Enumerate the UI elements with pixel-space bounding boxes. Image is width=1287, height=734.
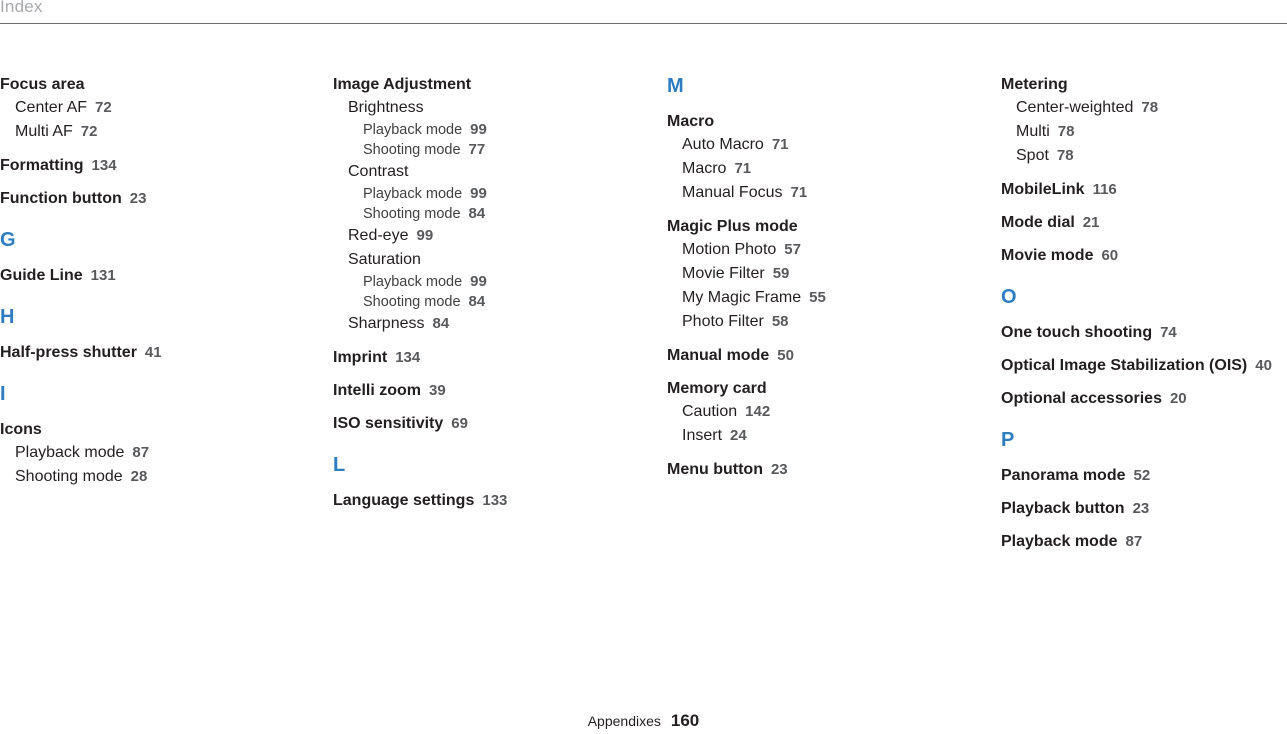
- index-entry-label: Optional accessories: [1001, 390, 1162, 407]
- page-ref-link[interactable]: 99: [470, 185, 487, 202]
- index-subentry-label: Playback mode: [15, 444, 125, 461]
- footer-section: Appendixes: [587, 713, 661, 729]
- index-entry-heading: [1001, 465, 1287, 487]
- index-subentry-label: Movie Filter: [682, 265, 765, 282]
- page-ref-link[interactable]: 71: [771, 136, 789, 153]
- index-subentry: [0, 441, 320, 465]
- index-entry: [333, 490, 653, 512]
- index-subentry: [1001, 144, 1287, 168]
- index-subentry-label: Multi AF: [15, 123, 73, 140]
- index-subentry-label: Motion Photo: [682, 241, 777, 258]
- index-subentry-label: Red-eye: [348, 227, 409, 244]
- index-subentry-label: Spot: [1016, 147, 1049, 164]
- page-ref-link[interactable]: 116: [1092, 181, 1117, 198]
- index-entry-label: Function button: [0, 190, 122, 207]
- page-ref-link[interactable]: 78: [1141, 99, 1159, 116]
- index-entry-label: Icons: [0, 421, 42, 438]
- page-ref-link[interactable]: 50: [777, 347, 794, 364]
- index-entry-heading: [0, 265, 320, 287]
- index-subentry: [667, 181, 987, 205]
- index-subentry: [333, 312, 653, 336]
- index-subsubentry: [363, 204, 653, 224]
- index-subsubentry: [363, 120, 653, 140]
- index-entry-label: Playback mode: [1001, 533, 1118, 550]
- index-entry-label: One touch shooting: [1001, 324, 1153, 341]
- index-entry-label: Formatting: [0, 157, 84, 174]
- index-entry-label: ISO sensitivity: [333, 415, 444, 432]
- section-letter: G: [0, 229, 16, 251]
- page-ref-link[interactable]: 78: [1057, 123, 1075, 140]
- index-entry-label: Mode dial: [1001, 214, 1075, 231]
- page-ref-link[interactable]: 134: [91, 157, 117, 174]
- index-entry-heading: [667, 111, 987, 133]
- index-entry-label: Movie mode: [1001, 247, 1094, 264]
- page-ref-link[interactable]: 55: [809, 289, 826, 306]
- index-entry-label: Guide Line: [0, 267, 83, 284]
- index-column-3: [667, 74, 987, 492]
- page-header: [0, 0, 1287, 24]
- index-entry-heading: [333, 490, 653, 512]
- index-subentry: [333, 96, 653, 120]
- index-subentry: [667, 310, 987, 334]
- page-ref-link[interactable]: 23: [1132, 500, 1150, 517]
- index-entry: [0, 74, 320, 144]
- index-entry-label: Metering: [1001, 76, 1068, 93]
- section-letter: H: [0, 306, 15, 328]
- index-entry: [667, 111, 987, 205]
- index-subentry: [0, 96, 320, 120]
- index-subentry-label: Photo Filter: [682, 313, 764, 330]
- index-entry: [1001, 388, 1287, 410]
- page-ref-link[interactable]: 131: [90, 267, 116, 284]
- index-entry-label: Intelli zoom: [333, 382, 421, 399]
- page-ref-link[interactable]: 21: [1082, 214, 1100, 231]
- page-ref-link[interactable]: 41: [144, 344, 162, 361]
- index-entry-label: Panorama mode: [1001, 467, 1126, 484]
- index-subentry: [667, 238, 987, 262]
- page-ref-link[interactable]: 23: [770, 461, 788, 478]
- index-subentry-label: Sharpness: [348, 315, 425, 332]
- page-ref-link[interactable]: 72: [80, 123, 98, 140]
- index-entry-heading: [1001, 179, 1287, 201]
- page-ref-link[interactable]: 71: [734, 160, 752, 177]
- index-entry-heading: [333, 74, 653, 96]
- index-subsubentry-group: [333, 120, 653, 160]
- index-entry: [0, 188, 320, 210]
- index-subsubentry-label: Playback mode: [363, 122, 463, 138]
- index-entry-label: Image Adjustment: [333, 76, 472, 93]
- index-column-1: [0, 74, 320, 500]
- index-subentry: [333, 224, 653, 248]
- section-letter: I: [0, 383, 6, 405]
- section-letter: P: [1001, 429, 1015, 451]
- index-entry: [1001, 74, 1287, 168]
- page-ref-link[interactable]: 99: [470, 121, 487, 138]
- index-entry-label: Half-press shutter: [0, 344, 137, 361]
- index-column-2: [333, 74, 653, 523]
- page-ref-link[interactable]: 84: [432, 315, 450, 332]
- page-ref-link[interactable]: 134: [395, 349, 421, 366]
- index-subsubentry-label: Playback mode: [363, 274, 463, 290]
- index-entry-heading: [1001, 245, 1287, 267]
- page-ref-link[interactable]: 24: [730, 427, 747, 444]
- index-entry: [667, 345, 987, 367]
- page-ref-link[interactable]: 69: [451, 415, 468, 432]
- section-letter: O: [1001, 286, 1017, 308]
- index-entry: [1001, 212, 1287, 234]
- index-entry-heading: [667, 378, 987, 400]
- page-ref-link[interactable]: 99: [416, 227, 434, 244]
- index-entry-label: Macro: [667, 113, 715, 130]
- page-ref-link[interactable]: 59: [772, 265, 790, 282]
- index-subentry: [667, 262, 987, 286]
- index-subsubentry-group: [333, 184, 653, 224]
- page-ref-link[interactable]: 87: [132, 444, 150, 461]
- index-entry-heading: [1001, 212, 1287, 234]
- index-subentry-label: Shooting mode: [15, 468, 123, 485]
- index-subentry-label: Macro: [682, 160, 727, 177]
- index-subentry: [1001, 120, 1287, 144]
- index-subentry-label: Saturation: [348, 251, 421, 268]
- page-ref-link[interactable]: 84: [468, 205, 486, 222]
- page-ref-link[interactable]: 72: [95, 99, 112, 116]
- index-entry-label: Language settings: [333, 492, 475, 509]
- index-subentry: [1001, 96, 1287, 120]
- index-subentry: [667, 133, 987, 157]
- index-entry-label: Memory card: [667, 380, 767, 397]
- index-subentry-label: My Magic Frame: [682, 289, 802, 306]
- page-ref-link[interactable]: 39: [429, 382, 446, 399]
- index-subentry-label: Caution: [682, 403, 738, 420]
- index-entry-heading: [333, 347, 653, 369]
- index-subentry-label: Center AF: [15, 99, 88, 116]
- index-entry: [667, 378, 987, 448]
- page-ref-link[interactable]: 78: [1056, 147, 1074, 164]
- page-ref-link[interactable]: 52: [1133, 467, 1151, 484]
- index-entry-heading: [333, 413, 653, 435]
- index-subsubentry: [363, 140, 653, 160]
- index-entry: [0, 265, 320, 287]
- index-entry-heading: [1001, 531, 1287, 553]
- page-ref-link[interactable]: 84: [468, 293, 486, 310]
- index-entry: [333, 74, 653, 336]
- page-ref-link[interactable]: 99: [470, 273, 487, 290]
- index-entry-heading: [1001, 388, 1287, 410]
- index-entry-label: Playback button: [1001, 500, 1125, 517]
- index-entry: [0, 155, 320, 177]
- index-entry-heading: [667, 459, 987, 481]
- section-letter: M: [667, 75, 684, 97]
- page-ref-link[interactable]: 57: [784, 241, 801, 258]
- index-entry-label: Manual mode: [667, 347, 770, 364]
- page-ref-link[interactable]: 40: [1255, 357, 1272, 374]
- page-ref-link[interactable]: 60: [1101, 247, 1119, 264]
- index-subsubentry-label: Shooting mode: [363, 142, 461, 158]
- page-ref-link[interactable]: 133: [482, 492, 508, 509]
- index-subentry: [333, 160, 653, 184]
- index-subentry: [667, 424, 987, 448]
- index-entry-label: Magic Plus mode: [667, 218, 798, 235]
- index-entry: [1001, 498, 1287, 520]
- index-entry-heading: [667, 345, 987, 367]
- index-entry: [1001, 179, 1287, 201]
- index-entry: [1001, 531, 1287, 553]
- index-entry: [333, 380, 653, 402]
- index-subentry-label: Multi: [1016, 123, 1050, 140]
- index-subentry: [0, 465, 320, 489]
- index-entry: [1001, 355, 1287, 377]
- index-subsubentry-label: Shooting mode: [363, 206, 461, 222]
- index-entry-label: Imprint: [333, 349, 388, 366]
- page-ref-link[interactable]: 74: [1160, 324, 1177, 341]
- index-entry-heading: [1001, 74, 1287, 96]
- index-entry-heading: [0, 342, 320, 364]
- index-entry-heading: [0, 419, 320, 441]
- index-entry-label: Optical Image Stabilization (OIS): [1001, 357, 1248, 374]
- index-subentry: [333, 248, 653, 272]
- page-title: Index: [0, 0, 43, 16]
- index-subsubentry: [363, 272, 653, 292]
- index-entry-heading: [0, 188, 320, 210]
- index-entry-label: Focus area: [0, 76, 85, 93]
- index-entry-label: MobileLink: [1001, 181, 1085, 198]
- page-number: 160: [670, 711, 700, 730]
- section-letter: L: [333, 454, 346, 476]
- index-subentry-label: Center-weighted: [1016, 99, 1134, 116]
- page-ref-link[interactable]: 58: [771, 313, 789, 330]
- index-subentry: [667, 400, 987, 424]
- index-subentry-label: Manual Focus: [682, 184, 783, 201]
- index-subentry: [667, 286, 987, 310]
- index-column-4: [1001, 74, 1287, 564]
- page-footer: [0, 711, 1287, 731]
- index-entry: [0, 419, 320, 489]
- index-entry-heading: [333, 380, 653, 402]
- page-ref-link[interactable]: 23: [129, 190, 147, 207]
- index-entry-heading: [0, 155, 320, 177]
- index-entry: [1001, 322, 1287, 344]
- index-subsubentry-label: Shooting mode: [363, 294, 461, 310]
- index-entry: [1001, 245, 1287, 267]
- index-entry: [0, 342, 320, 364]
- index-entry: [667, 459, 987, 481]
- index-subentry: [0, 120, 320, 144]
- index-subentry: [667, 157, 987, 181]
- index-entry-heading: [667, 216, 987, 238]
- page-ref-link[interactable]: 142: [745, 403, 771, 420]
- page-ref-link[interactable]: 77: [468, 141, 486, 158]
- page-ref-link[interactable]: 87: [1125, 533, 1143, 550]
- index-entry-heading: [1001, 322, 1287, 344]
- index-subentry-label: Insert: [682, 427, 723, 444]
- index-entry: [667, 216, 987, 334]
- index-subsubentry: [363, 184, 653, 204]
- index-entry-heading: [1001, 355, 1287, 377]
- index-subsubentry-group: [333, 272, 653, 312]
- index-subentry-label: Contrast: [348, 163, 409, 180]
- index-subsubentry-label: Playback mode: [363, 186, 463, 202]
- index-subentry-label: Brightness: [348, 99, 424, 116]
- index-entry-heading: [0, 74, 320, 96]
- index-subentry-label: Auto Macro: [682, 136, 764, 153]
- index-subsubentry: [363, 292, 653, 312]
- index-entry-heading: [1001, 498, 1287, 520]
- index-entry-label: Menu button: [667, 461, 763, 478]
- page-ref-link[interactable]: 28: [130, 468, 148, 485]
- index-entry: [1001, 465, 1287, 487]
- page-ref-link[interactable]: 20: [1169, 390, 1187, 407]
- index-entry: [333, 347, 653, 369]
- page-ref-link[interactable]: 71: [790, 184, 808, 201]
- index-entry: [333, 413, 653, 435]
